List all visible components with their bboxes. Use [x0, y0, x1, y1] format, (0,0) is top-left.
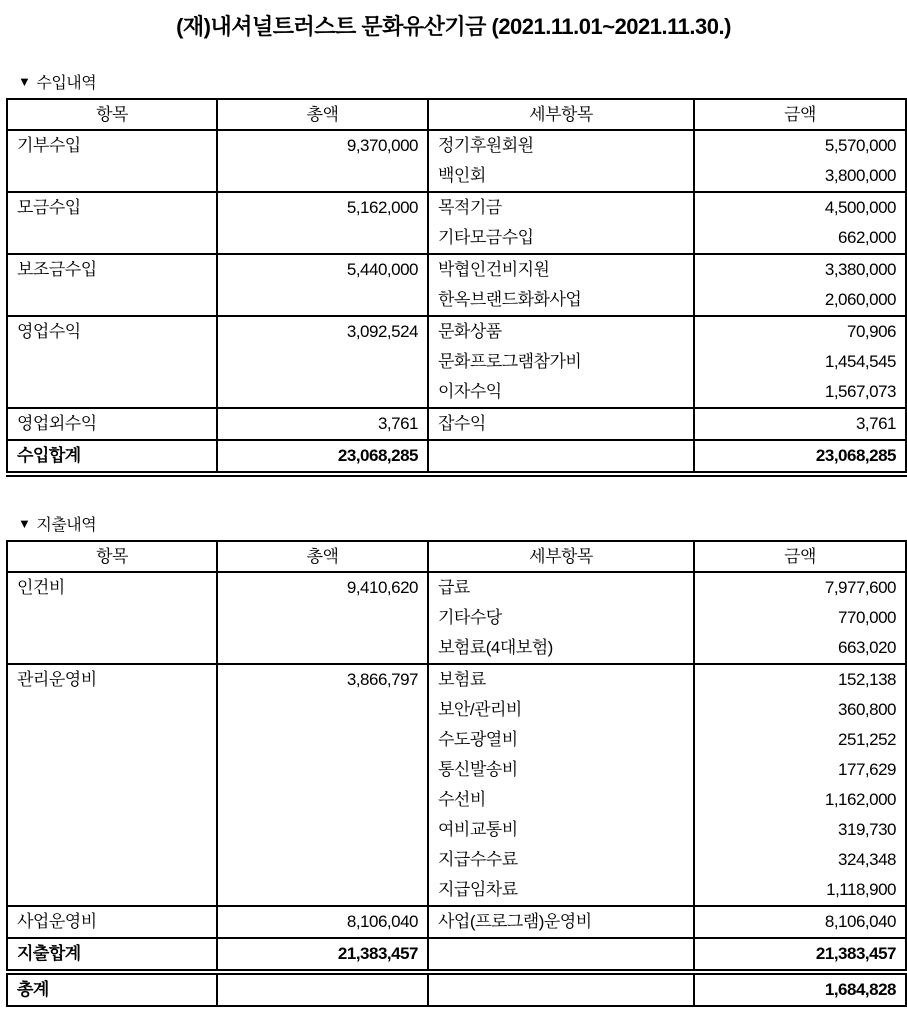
- table-row: [7, 130, 906, 161]
- total-amount-cell: 1,684,828: [694, 972, 906, 1006]
- amount-cell: 4,500,000: [694, 192, 906, 223]
- amount-cell: 177,629: [694, 755, 906, 785]
- income-table: [6, 98, 907, 477]
- income-header-row: [7, 99, 906, 130]
- triangle-down-icon: ▼: [18, 516, 31, 531]
- detail-cell: 문화프로그램참가비: [428, 347, 694, 377]
- total-cell: 3,092,524: [217, 316, 428, 408]
- section-header-expense: [18, 512, 907, 535]
- item-cell: 영업외수익: [7, 408, 217, 440]
- total-cell: 3,761: [217, 408, 428, 440]
- amount-cell: 770,000: [694, 603, 906, 633]
- total-detail-cell: [428, 938, 694, 972]
- amount-cell: 70,906: [694, 316, 906, 347]
- total-row: [7, 938, 906, 972]
- detail-cell: 지급임차료: [428, 875, 694, 906]
- item-cell: 보조금수입: [7, 254, 217, 316]
- amount-cell: 360,800: [694, 695, 906, 725]
- total-cell: 9,410,620: [217, 572, 428, 664]
- amount-cell: 8,106,040: [694, 906, 906, 938]
- total-label-cell: 수입합계: [7, 440, 217, 474]
- detail-cell: 정기후원회원: [428, 130, 694, 161]
- detail-cell: 한옥브랜드화화사업: [428, 285, 694, 316]
- amount-cell: 1,118,900: [694, 875, 906, 906]
- amount-cell: 1,162,000: [694, 785, 906, 815]
- item-cell: 기부수입: [7, 130, 217, 192]
- detail-cell: 사업(프로그램)운영비: [428, 906, 694, 938]
- amount-cell: 2,060,000: [694, 285, 906, 316]
- amount-cell: 251,252: [694, 725, 906, 755]
- total-cell: 8,106,040: [217, 906, 428, 938]
- total-sum-cell: [217, 972, 428, 1006]
- detail-cell: 잡수익: [428, 408, 694, 440]
- section-expense: [0, 512, 907, 1007]
- column-header-item: 항목: [7, 99, 217, 130]
- column-header-subitem: 세부항목: [428, 99, 694, 130]
- amount-cell: 3,800,000: [694, 161, 906, 192]
- total-detail-cell: [428, 440, 694, 474]
- section-income: [0, 70, 907, 477]
- detail-cell: 수선비: [428, 785, 694, 815]
- expense-table: [6, 540, 907, 1007]
- amount-cell: 1,567,073: [694, 377, 906, 408]
- column-header-subitem: 세부항목: [428, 541, 694, 572]
- detail-cell: 목적기금: [428, 192, 694, 223]
- section-header-income: [18, 70, 907, 93]
- total-cell: 5,162,000: [217, 192, 428, 254]
- total-label-cell: 지출합계: [7, 938, 217, 972]
- total-cell: 5,440,000: [217, 254, 428, 316]
- total-row: [7, 972, 906, 1006]
- detail-cell: 문화상품: [428, 316, 694, 347]
- column-header-total: 총액: [217, 541, 428, 572]
- detail-cell: 백인회: [428, 161, 694, 192]
- item-cell: 영업수익: [7, 316, 217, 408]
- column-header-item: 항목: [7, 541, 217, 572]
- detail-cell: 보안/관리비: [428, 695, 694, 725]
- amount-cell: 152,138: [694, 664, 906, 695]
- page-title: (재)내셔널트러스트 문화유산기금 (2021.11.01~2021.11.30.): [176, 14, 731, 39]
- total-cell: 9,370,000: [217, 130, 428, 192]
- triangle-down-icon: ▼: [18, 74, 31, 89]
- table-row: [7, 408, 906, 440]
- detail-cell: 이자수익: [428, 377, 694, 408]
- amount-cell: 324,348: [694, 845, 906, 875]
- amount-cell: 662,000: [694, 223, 906, 254]
- detail-cell: 박협인건비지원: [428, 254, 694, 285]
- amount-cell: 3,380,000: [694, 254, 906, 285]
- detail-cell: 기타수당: [428, 603, 694, 633]
- amount-cell: 5,570,000: [694, 130, 906, 161]
- item-cell: 인건비: [7, 572, 217, 664]
- item-cell: 모금수입: [7, 192, 217, 254]
- table-row: [7, 906, 906, 938]
- section-title-income: 수입내역: [36, 75, 97, 92]
- detail-cell: 수도광열비: [428, 725, 694, 755]
- detail-cell: 지급수수료: [428, 845, 694, 875]
- detail-cell: 보험료(4대보험): [428, 633, 694, 664]
- table-row: [7, 254, 906, 285]
- detail-cell: 기타모금수입: [428, 223, 694, 254]
- amount-cell: 3,761: [694, 408, 906, 440]
- total-label-cell: 총계: [7, 972, 217, 1006]
- total-sum-cell: 23,068,285: [217, 440, 428, 474]
- section-title-expense: 지출내역: [36, 517, 97, 534]
- amount-cell: 7,977,600: [694, 572, 906, 603]
- table-row: [7, 316, 906, 347]
- amount-cell: 663,020: [694, 633, 906, 664]
- table-row: [7, 664, 906, 695]
- item-cell: 관리운영비: [7, 664, 217, 906]
- table-row: [7, 572, 906, 603]
- total-amount-cell: 21,383,457: [694, 938, 906, 972]
- detail-cell: 통신발송비: [428, 755, 694, 785]
- detail-cell: 보험료: [428, 664, 694, 695]
- detail-cell: 급료: [428, 572, 694, 603]
- total-detail-cell: [428, 972, 694, 1006]
- total-row: [7, 440, 906, 474]
- total-cell: 3,866,797: [217, 664, 428, 906]
- amount-cell: 319,730: [694, 815, 906, 845]
- table-row: [7, 192, 906, 223]
- item-cell: 사업운영비: [7, 906, 217, 938]
- column-header-amount: 금액: [694, 541, 906, 572]
- detail-cell: 여비교통비: [428, 815, 694, 845]
- column-header-total: 총액: [217, 99, 428, 130]
- column-header-amount: 금액: [694, 99, 906, 130]
- total-sum-cell: 21,383,457: [217, 938, 428, 972]
- expense-header-row: [7, 541, 906, 572]
- amount-cell: 1,454,545: [694, 347, 906, 377]
- total-amount-cell: 23,068,285: [694, 440, 906, 474]
